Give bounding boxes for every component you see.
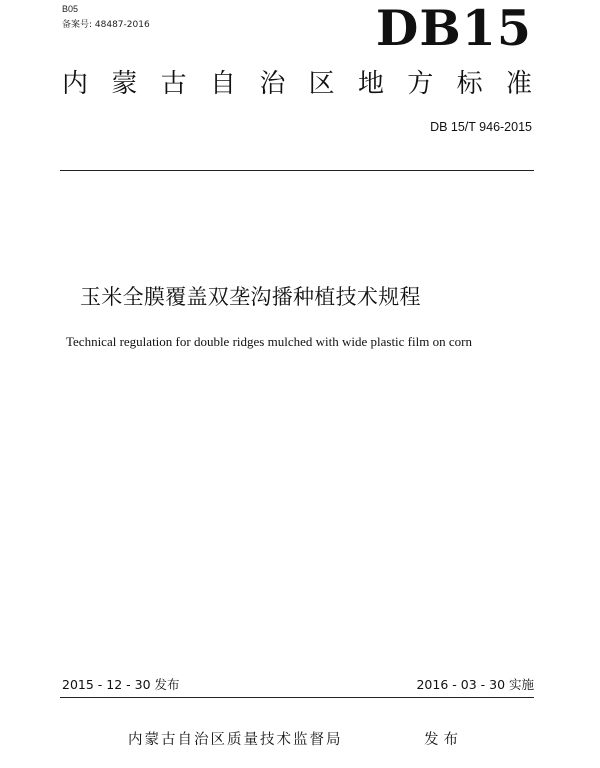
ics-code: B05 [62, 4, 79, 14]
standard-type-char: 区 [308, 69, 335, 99]
standard-type-char: 方 [407, 69, 434, 99]
standard-type-char: 古 [160, 69, 187, 99]
document-title-english: Technical regulation for double ridges mulched with wide plastic film on corn [66, 334, 472, 349]
implement-date: 2016 - 03 - 30 实施 [416, 677, 534, 692]
standard-type-char: 治 [259, 69, 286, 99]
standard-type-char: 准 [505, 69, 532, 99]
header-divider [60, 170, 534, 171]
issue-label: 发布 [424, 732, 463, 748]
standard-type-char: 标 [456, 69, 483, 99]
standard-code: DB 15/T 946-2015 [430, 120, 532, 134]
standard-type-heading [62, 70, 532, 99]
standard-type-char: 内 [62, 69, 89, 99]
issuing-authority: 内蒙古自治区质量技术监督局 [128, 732, 343, 748]
standard-type-char: 自 [209, 69, 236, 99]
publish-date: 2015 - 12 - 30 发布 [62, 677, 180, 692]
standard-type-char: 地 [357, 69, 384, 99]
document-title-chinese: 玉米全膜覆盖双垄沟播种植技术规程 [80, 285, 421, 309]
db15-logo: DB15 [375, 0, 532, 57]
standard-type-char: 蒙 [111, 69, 138, 99]
footer-divider [60, 697, 534, 698]
registration-number: 备案号: 48487-2016 [62, 20, 150, 30]
